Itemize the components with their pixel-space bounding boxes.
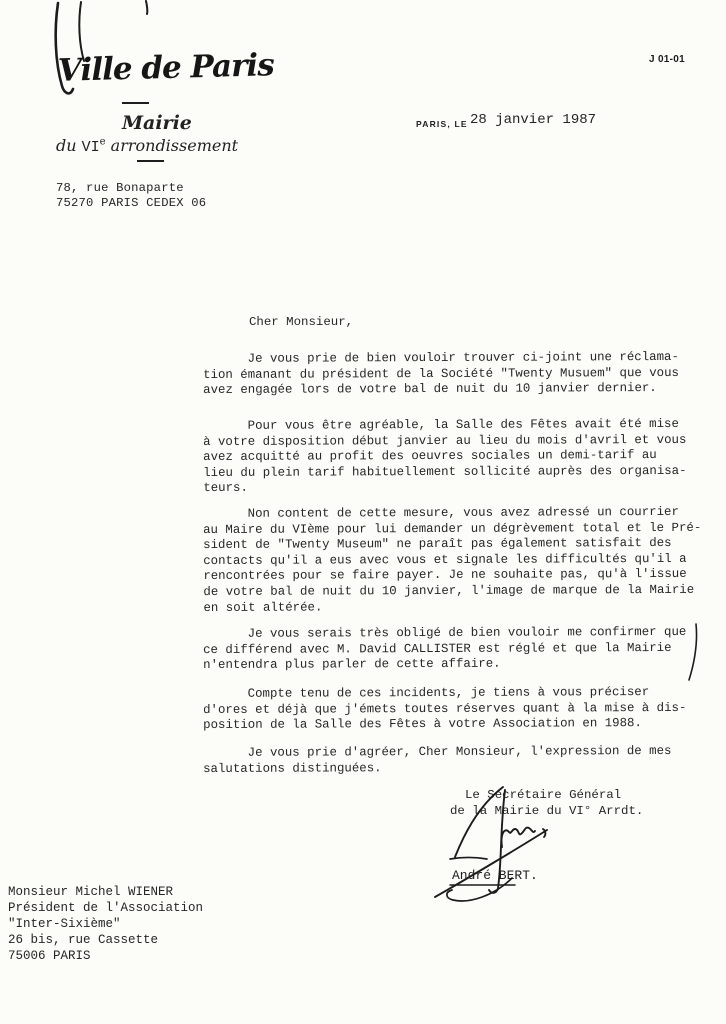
district-word: arrondissement	[105, 136, 239, 155]
letterhead-district	[56, 136, 238, 156]
dateline-place-label: PARIS, LE	[416, 119, 468, 129]
paragraph-2: Pour vous être agréable, la Salle des Fêtes avait été mise à votre disposition début janvier au lieu du mois d'avril et vous avez acquitté au profit des oeuvres sociales un demi-tarif au lieu du plein tarif habituellement sollicité auprès des organisa- teurs.	[203, 416, 687, 496]
reference-code: J 01-01	[649, 54, 686, 65]
paragraph-6: Je vous prie d'agréer, Cher Monsieur, l'expression de mes salutations distinguées.	[203, 743, 672, 776]
district-superscript: e	[99, 136, 106, 148]
signer-title-line2: de la Mairie du VI° Arrdt.	[450, 804, 644, 818]
letterhead-office: Mairie	[122, 112, 192, 134]
paragraph-4: Je vous serais très obligé de bien vouloir me confirmer que ce différend avec M. David CALLISTER est réglé et que la Mairie n'entendra plus parler de cette affaire.	[203, 624, 687, 673]
paragraph-3: Non content de cette mesure, vous avez adressé un courrier au Maire du VIème pour lui demander un dégrèvement total et le Pré- sident de "Twenty Museum" ne paraît pas également satisfait des contacts qu'il a eus avec vous et signale les difficultés qu'il a rencontrées pour se faire payer. Je ne souhaite pas, qu'à l'issue de votre bal de nuit du 10 janvier, l'image de marque de la Mairie en soit altérée.	[203, 504, 702, 615]
recipient-line: Monsieur Michel WIENER	[8, 885, 174, 899]
pen-mark-icon	[686, 622, 700, 684]
brand-underline	[122, 102, 149, 104]
district-prefix: du	[56, 136, 82, 155]
letterhead-brand: Ville de Paris	[57, 47, 275, 89]
recipient-line: "Inter-Sixième"	[8, 917, 121, 931]
recipient-address	[8, 884, 203, 964]
dateline-date: 28 janvier 1987	[470, 112, 597, 128]
signer-title-line1: Le Secrétaire Général	[465, 788, 622, 802]
sender-address-line1: 78, rue Bonaparte	[56, 181, 184, 195]
paragraph-5: Compte tenu de ces incidents, je tiens à vous préciser d'ores et déjà que j'émets toutes réserves quant à la mise à dis- position de la Salle des Fêtes à votre Association en 1988.	[203, 685, 687, 733]
sender-address-line2: 75270 PARIS CEDEX 06	[56, 196, 207, 210]
signer-name: André BERT.	[452, 868, 538, 883]
recipient-line: Président de l'Association	[8, 901, 204, 915]
salutation: Cher Monsieur,	[249, 315, 354, 329]
paragraph-1: Je vous prie de bien vouloir trouver ci-joint une réclama- tion émanant du président de la Société "Twenty Musuem" que vous avez engagée lors de votre bal de nuit du 10 janvier dernier.	[203, 349, 680, 398]
recipient-line: 26 bis, rue Cassette	[8, 933, 159, 947]
district-roman: VI	[81, 139, 100, 156]
handwritten-signature-icon	[425, 782, 625, 912]
recipient-line: 75006 PARIS	[8, 949, 91, 963]
district-underline	[137, 160, 164, 162]
